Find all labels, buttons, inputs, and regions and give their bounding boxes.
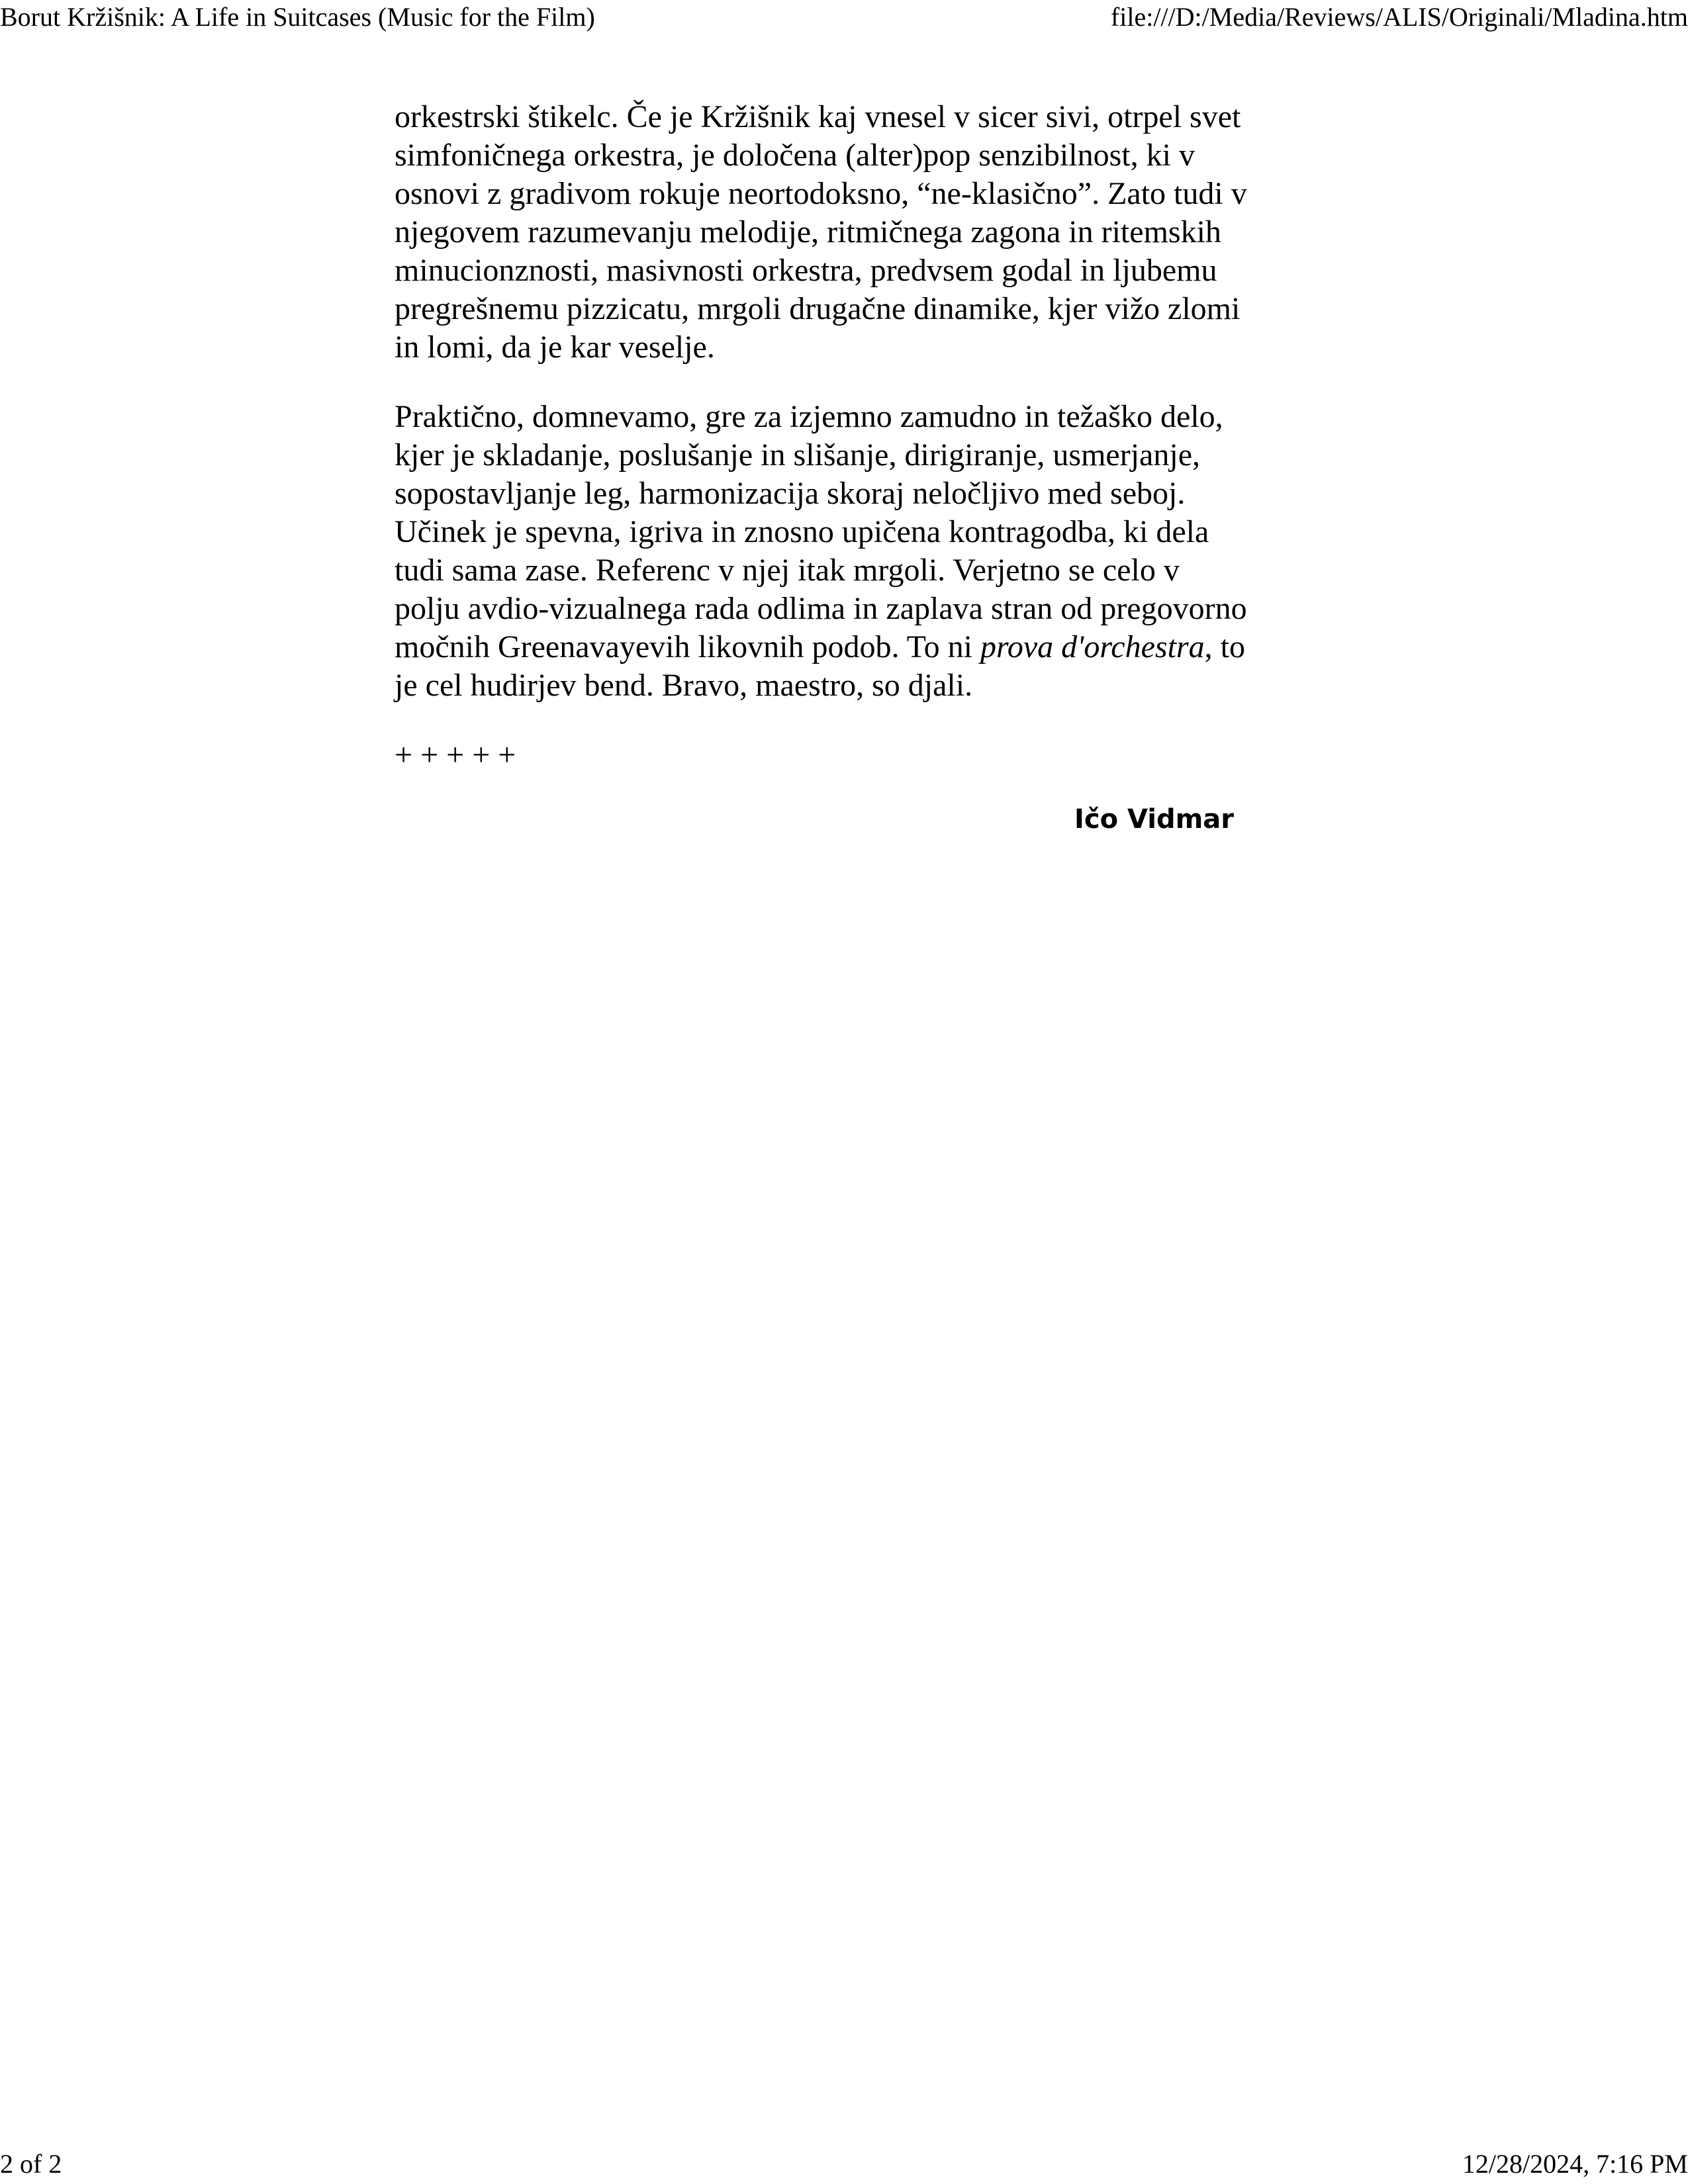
page-number: 2 of 2 [0,2149,62,2179]
rating: + + + + + [395,737,516,772]
article-paragraph: orkestrski štikelc. Če je Kržišnik kaj vnesel v sicer sivi, otrpel svet simfoničnega orkestra, je določena (alter)pop senzibilnost, ki v osnovi z gradivom rokuje neortodoksno, “ne-klasično”. Zato tudi v njegovem razumevanju melodije, ritmičnega zagona in ritemskih minucionznosti, masivnosti orkestra, predvsem godal in ljubemu pregrešnemu pizzicatu, mrgoli drugačne dinamike, kjer vižo zlomi in lomi, da je kar veselje. [395,99,1247,365]
author-signature: Ičo Vidmar [1074,804,1234,835]
paragraph-text: , to je cel hudirjev bend. Bravo, maestro, so djali. [395,629,1245,703]
document-url: file:///D:/Media/Reviews/ALIS/Originali/Mladina.htm [1110,2,1688,32]
document-title: Borut Kržišnik: A Life in Suitcases (Music for the Film) [0,2,595,32]
article-paragraph [395,398,1248,705]
italic-phrase: prova d'orchestra [980,629,1205,664]
print-footer [0,2144,1688,2184]
print-header [0,0,1688,40]
print-timestamp: 12/28/2024, 7:16 PM [1462,2149,1688,2179]
paragraph-text: Praktično, domnevamo, gre za izjemno zamudno in težaško delo, kjer je skladanje, poslušanje in slišanje, dirigiranje, usmerjanje, sopostavljanje leg, harmonizacija skoraj neločljivo med seboj. Učinek je spevna, igriva in znosno upičena kontragodba, ki dela tudi sama zase. Referenc v njej itak mrgoli. Verjetno se celo v polju avdio-vizualnega rada odlima in zaplava stran od pregovorno močnih Greenavayevih likovnih podob. To ni [395,399,1247,664]
article-body [395,98,1248,835]
